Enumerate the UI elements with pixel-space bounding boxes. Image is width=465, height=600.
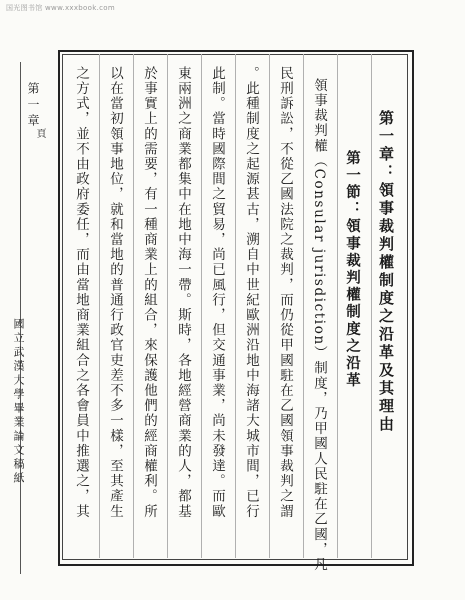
text-column: 民刑訴訟，不從乙國法院之裁判，而仍從甲國駐在乙國領事裁判之謂 <box>277 66 293 519</box>
text-column: 。此種制度之起源甚古，溯自中世紀歐洲沿地中海諸大城市間，已行 <box>243 66 259 519</box>
text-column: 東兩洲之商業都集中在地中海一帶。斯時，各地經營商業的人，都基 <box>175 66 191 519</box>
text-column: 以在當初領事地位，就和當地的普通行政官吏差不多一樣，至其產生 <box>107 66 123 519</box>
text-column: 於事實上的需要，有一種商業上的組合，來保護他們的經商權利。所 <box>141 66 157 519</box>
watermark-text: 国光图书馆 www.xxxbook.com <box>6 4 115 12</box>
column-line <box>303 54 304 558</box>
section-heading: 第一節：領事裁判權制度之沿革 <box>344 150 361 390</box>
column-line <box>337 54 338 558</box>
text-column: 此制。當時國際間之貿易，尚已風行，但交通事業，尚未發達。而歐 <box>209 66 225 519</box>
column-line <box>371 54 372 558</box>
column-line <box>99 54 100 558</box>
chapter-heading: 第一章：領事裁判權制度之沿革及其理由 <box>377 110 395 434</box>
page-margin-label: 頁 <box>34 128 45 142</box>
column-line <box>201 54 202 558</box>
column-line <box>133 54 134 558</box>
chapter-margin-label: 第一章 <box>26 82 40 130</box>
paper-footer-label: 國立武漢大學畢業論文稿紙 <box>12 318 25 486</box>
column-line <box>167 54 168 558</box>
text-column: 之方式，並不由政府委任，而由當地商業組合之各會員中推選之，其 <box>73 66 89 519</box>
text-column: 領事裁判權（Consular jurisdiction）制度，乃甲國人民駐在乙國，凡 <box>311 78 327 573</box>
column-line <box>235 54 236 558</box>
column-line <box>269 54 270 558</box>
